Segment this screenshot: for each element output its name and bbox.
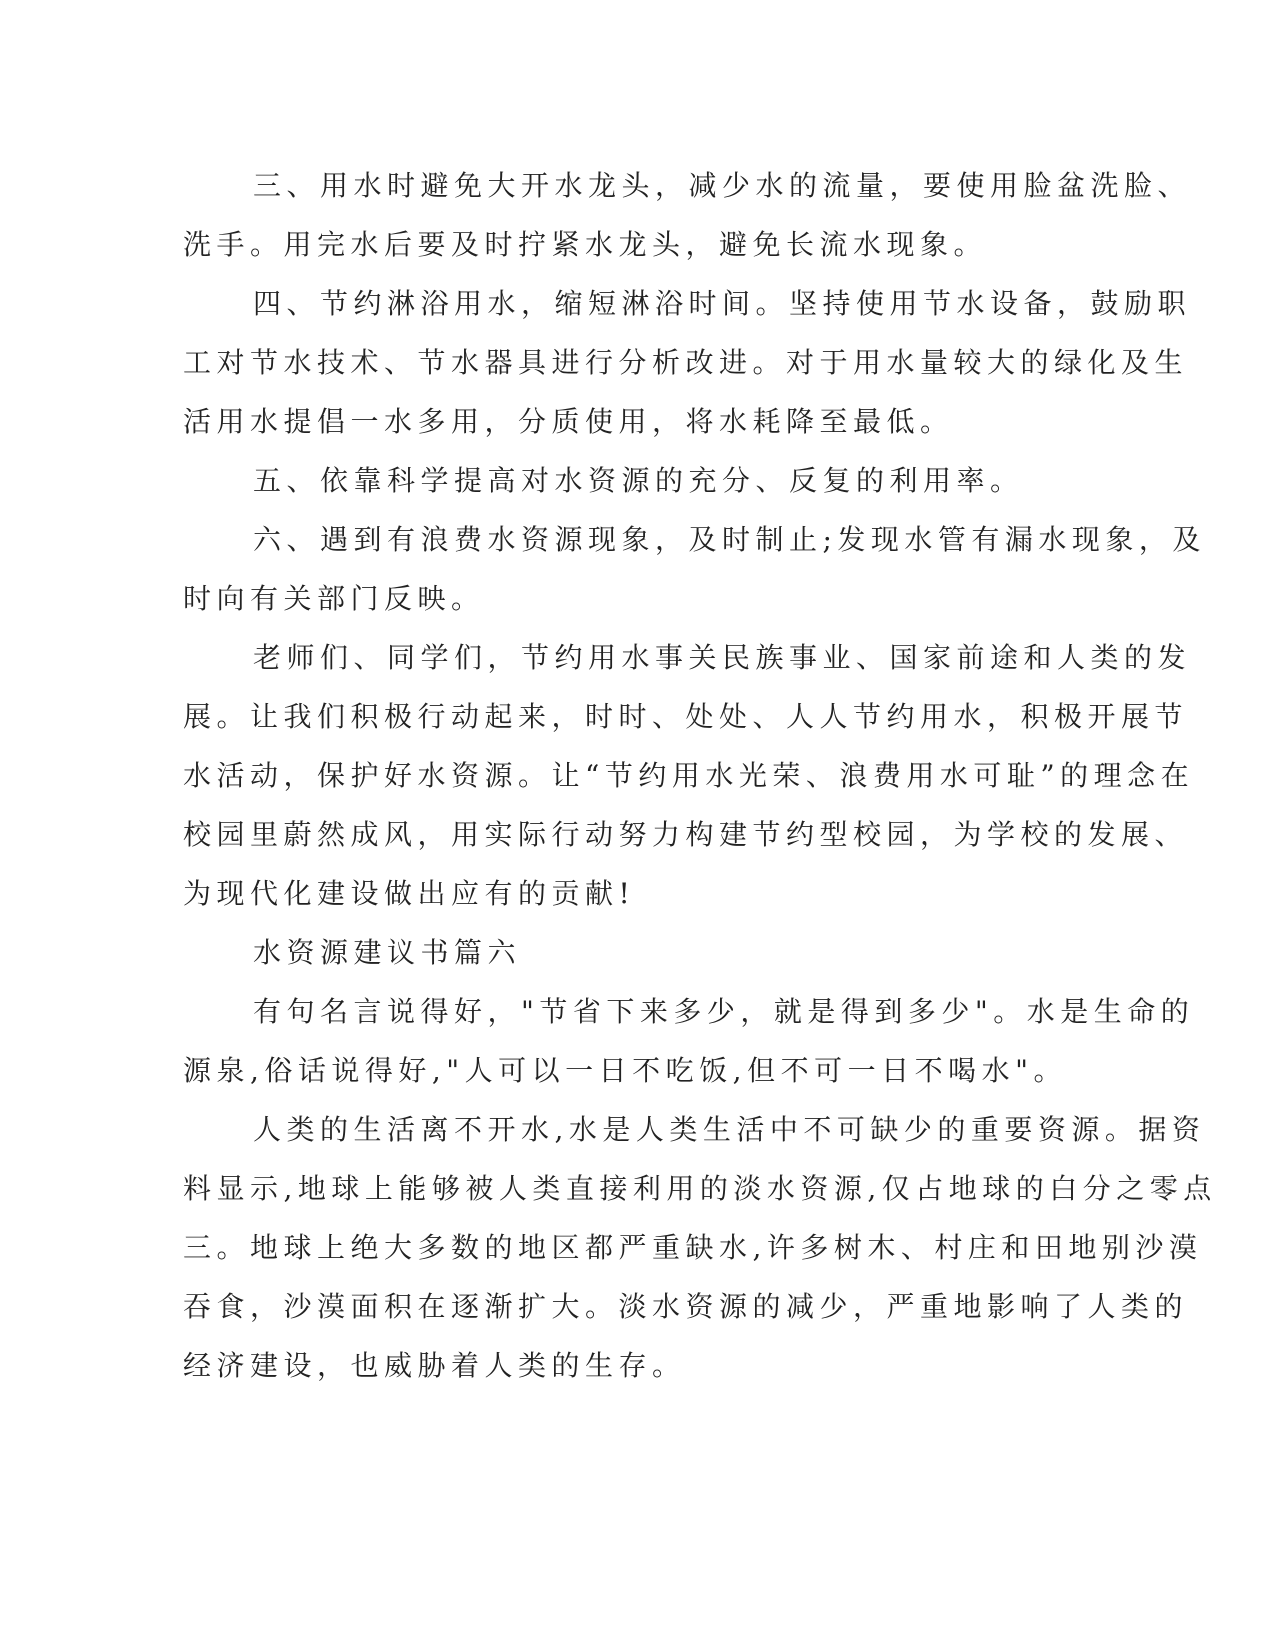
text-line: 水活动，保护好水资源。让“节约用水光荣、浪费用水可耻”的理念在 <box>183 759 1195 792</box>
text-line: 有句名言说得好，"节省下来多少，就是得到多少"。水是生命的 <box>253 995 1195 1028</box>
text-line: 三、用水时避免大开水龙头，减少水的流量，要使用脸盆洗脸、 <box>253 169 1192 202</box>
text-line: 六、遇到有浪费水资源现象，及时制止;发现水管有漏水现象，及 <box>253 523 1206 556</box>
text-line: 人类的生活离不开水,水是人类生活中不可缺少的重要资源。据资 <box>253 1113 1206 1146</box>
text-line: 老师们、同学们，节约用水事关民族事业、国家前途和人类的发 <box>253 641 1192 674</box>
text-line: 水资源建议书篇六 <box>253 936 522 969</box>
text-line: 工对节水技术、节水器具进行分析改进。对于用水量较大的绿化及生 <box>183 346 1189 379</box>
text-line: 时向有关部门反映。 <box>183 582 485 615</box>
text-line: 经济建设，也威胁着人类的生存。 <box>183 1349 686 1382</box>
text-line: 源泉,俗话说得好,"人可以一日不吃饭,但不可一日不喝水"。 <box>183 1054 1067 1087</box>
text-line: 四、节约淋浴用水，缩短淋浴时间。坚持使用节水设备，鼓励职 <box>253 287 1192 320</box>
text-line: 五、依靠科学提高对水资源的充分、反复的利用率。 <box>253 464 1024 497</box>
text-line: 吞食，沙漠面积在逐渐扩大。淡水资源的减少，严重地影响了人类的 <box>183 1290 1189 1323</box>
text-line: 活用水提倡一水多用，分质使用，将水耗降至最低。 <box>183 405 954 438</box>
text-line: 料显示,地球上能够被人类直接利用的淡水资源,仅占地球的白分之零点 <box>183 1172 1217 1205</box>
text-line: 校园里蔚然成风，用实际行动努力构建节约型校园，为学校的发展、 <box>183 818 1189 851</box>
text-line: 为现代化建设做出应有的贡献! <box>183 877 636 910</box>
text-line: 展。让我们积极行动起来，时时、处处、人人节约用水，积极开展节 <box>183 700 1189 733</box>
document-body <box>183 156 1217 1395</box>
text-line: 三。地球上绝大多数的地区都严重缺水,许多树木、村庄和田地别沙漠 <box>183 1231 1203 1264</box>
text-line: 洗手。用完水后要及时拧紧水龙头，避免长流水现象。 <box>183 228 988 261</box>
